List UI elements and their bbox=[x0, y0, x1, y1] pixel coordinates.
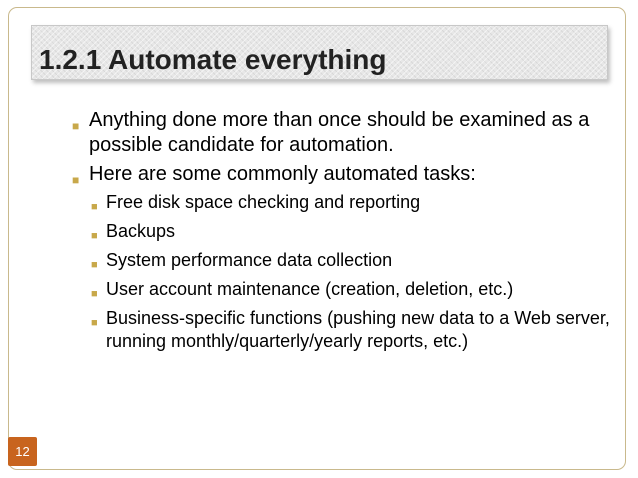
sub-bullet-text: Backups bbox=[106, 221, 176, 241]
sub-bullet-text: User account maintenance (creation, deletion, etc.) bbox=[106, 279, 514, 299]
bullet-item bbox=[72, 162, 612, 187]
sub-bullet-item bbox=[91, 191, 612, 214]
bullet-item bbox=[72, 108, 612, 158]
sub-bullet-item bbox=[91, 307, 612, 353]
slide-title: 1.2.1 Automate everything bbox=[39, 44, 387, 75]
bullet-text: Anything done more than once should be examined as a possible candidate for automation. bbox=[89, 109, 590, 156]
sub-bullet-text: Business-specific functions (pushing new data to a Web server, running monthly/quarterly/yearly reports, etc.) bbox=[106, 308, 610, 351]
bullet-icon: ■ bbox=[91, 230, 98, 242]
bullet-text: Here are some commonly automated tasks: bbox=[89, 163, 476, 185]
bullet-list bbox=[72, 108, 612, 359]
bullet-icon: ■ bbox=[91, 259, 98, 271]
sub-bullet-text: Free disk space checking and reporting bbox=[106, 192, 421, 212]
bullet-icon: ■ bbox=[91, 317, 98, 329]
sub-bullet-item bbox=[91, 220, 612, 243]
bullet-icon: ■ bbox=[72, 119, 80, 133]
slide-number-badge: 12 bbox=[8, 437, 37, 466]
bullet-icon: ■ bbox=[91, 288, 98, 300]
sub-bullet-item bbox=[91, 249, 612, 272]
sub-bullet-text: System performance data collection bbox=[106, 250, 393, 270]
bullet-icon: ■ bbox=[72, 173, 80, 187]
bullet-icon: ■ bbox=[91, 201, 98, 213]
sub-bullet-item bbox=[91, 278, 612, 301]
